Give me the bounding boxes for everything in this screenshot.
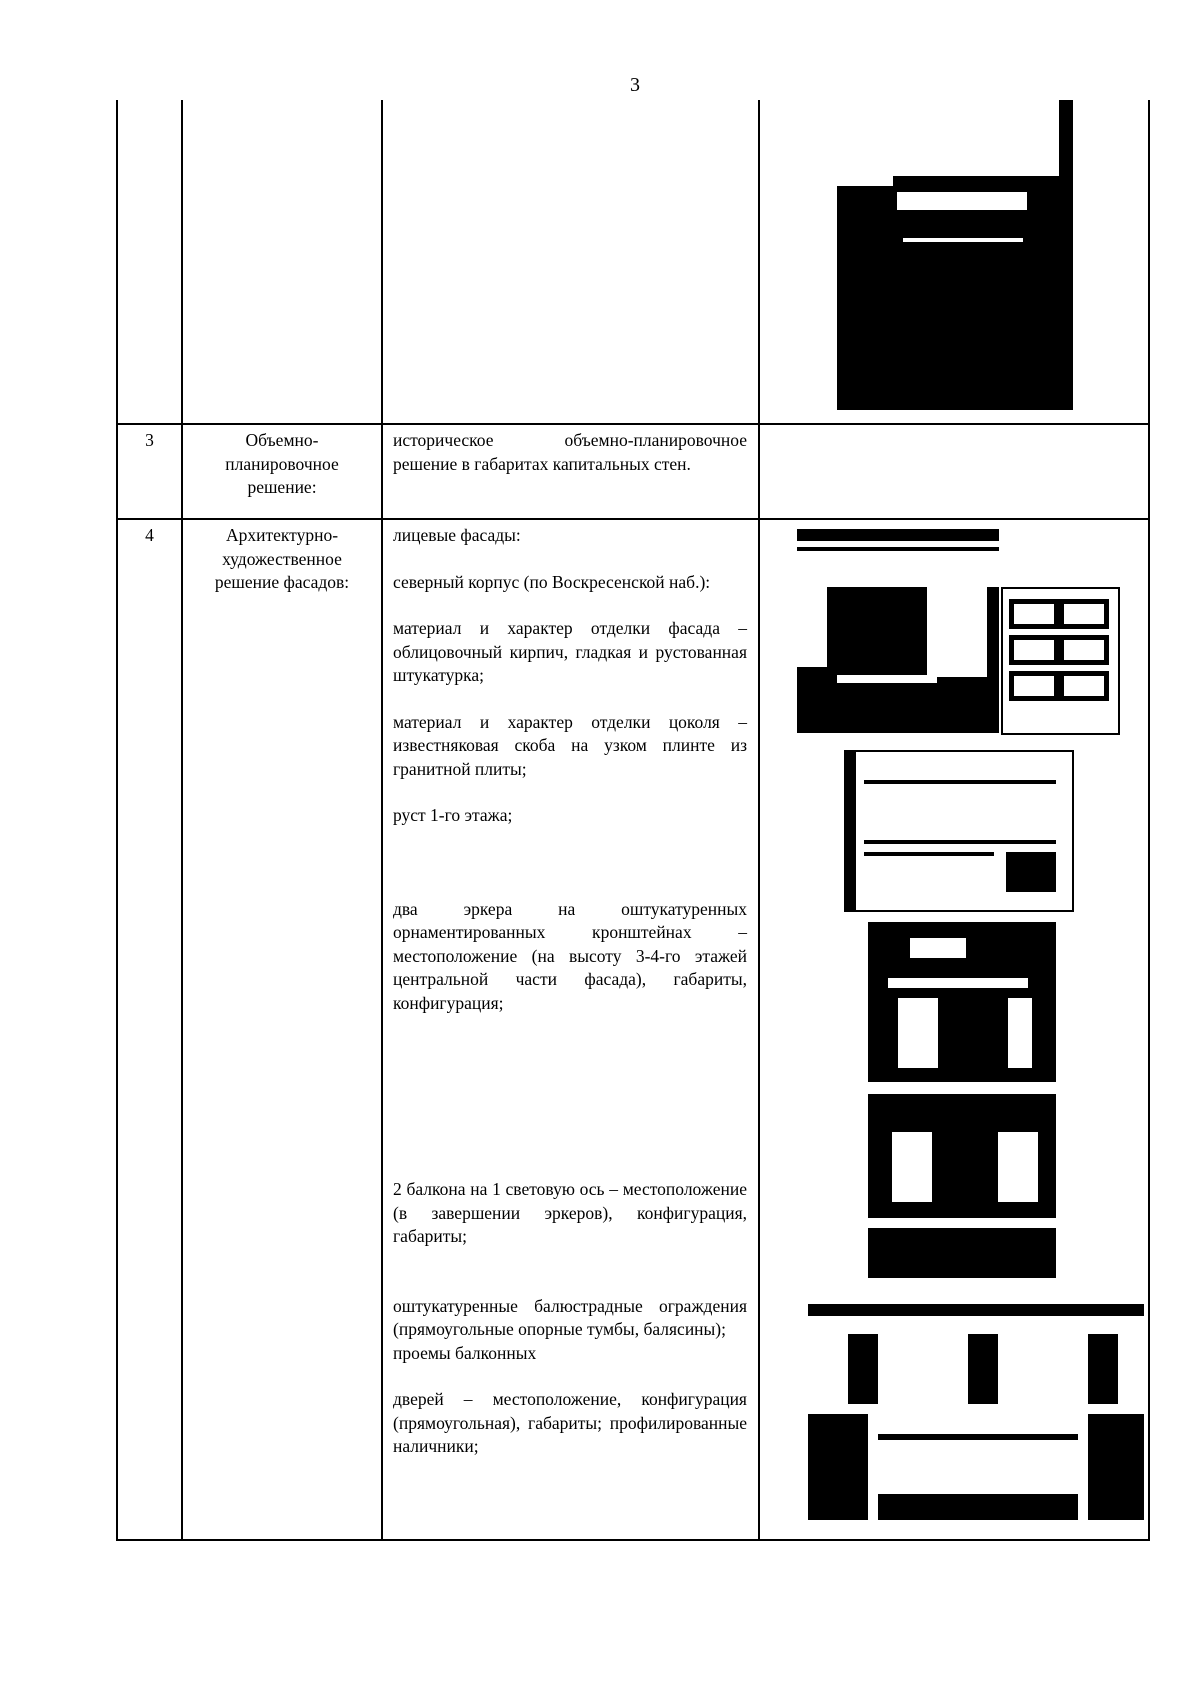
facade-photo-oriels [868,922,1056,1278]
description-item: северный корпус (по Воскресенской наб.): [393,571,711,592]
table-border-right [1148,100,1150,1541]
table-border-left [116,100,118,1541]
description-item: два эркера на оштукатуренных орнаментированных кронштейнах – местоположение (на высоту 3-4-го этажей центральной части фасада), габариты, конфигурация; [393,898,747,1013]
row-name: Архитектурно-художественное решение фасадов: [214,525,350,592]
row-description [393,429,747,476]
column-divider [181,100,183,1541]
description-item: материал и характер отделки фасада – облицовочный кирпич, гладкая и рустованная штукатурка; [393,618,747,685]
table-border-bottom [116,1539,1150,1541]
facade-photo-brickwork [1001,587,1120,735]
row-divider [116,518,1150,520]
description-item: лицевые фасады: [393,525,521,545]
facade-photo-window [837,100,1073,410]
description-item: дверей – местоположение, конфигурация (прямоугольная), габариты; профилированные наличники; [393,1389,747,1456]
row-number: 4 [145,525,154,545]
column-divider [758,100,760,1541]
facade-photo-plinth [844,750,1074,912]
row-name: Объемно-планировочное решение: [225,430,339,497]
row-divider [116,423,1150,425]
row-description [393,524,747,1459]
features-table [116,100,1150,1541]
description-item: материал и характер отделки цоколя – известняковая скоба на узком плинте из гранитной плиты; [393,711,747,779]
facade-photo-balcony [808,1304,1144,1520]
description-item: 2 балкона на 1 световую ось – местоположение (в завершении эркеров), конфигурация, габариты; [393,1179,747,1246]
row-number: 3 [145,430,154,450]
page-number: 3 [630,74,640,96]
column-divider [381,100,383,1541]
description-item: руст 1-го этажа; [393,805,513,825]
facade-photo-brick-cladding [797,525,999,733]
description-item: историческое объемно-планировочное решение в габаритах капитальных стен. [393,430,747,474]
description-item: оштукатуренные балюстрадные ограждения (прямоугольные опорные тумбы, балясины); [393,1295,747,1339]
description-item: проемы балконных [393,1342,537,1363]
